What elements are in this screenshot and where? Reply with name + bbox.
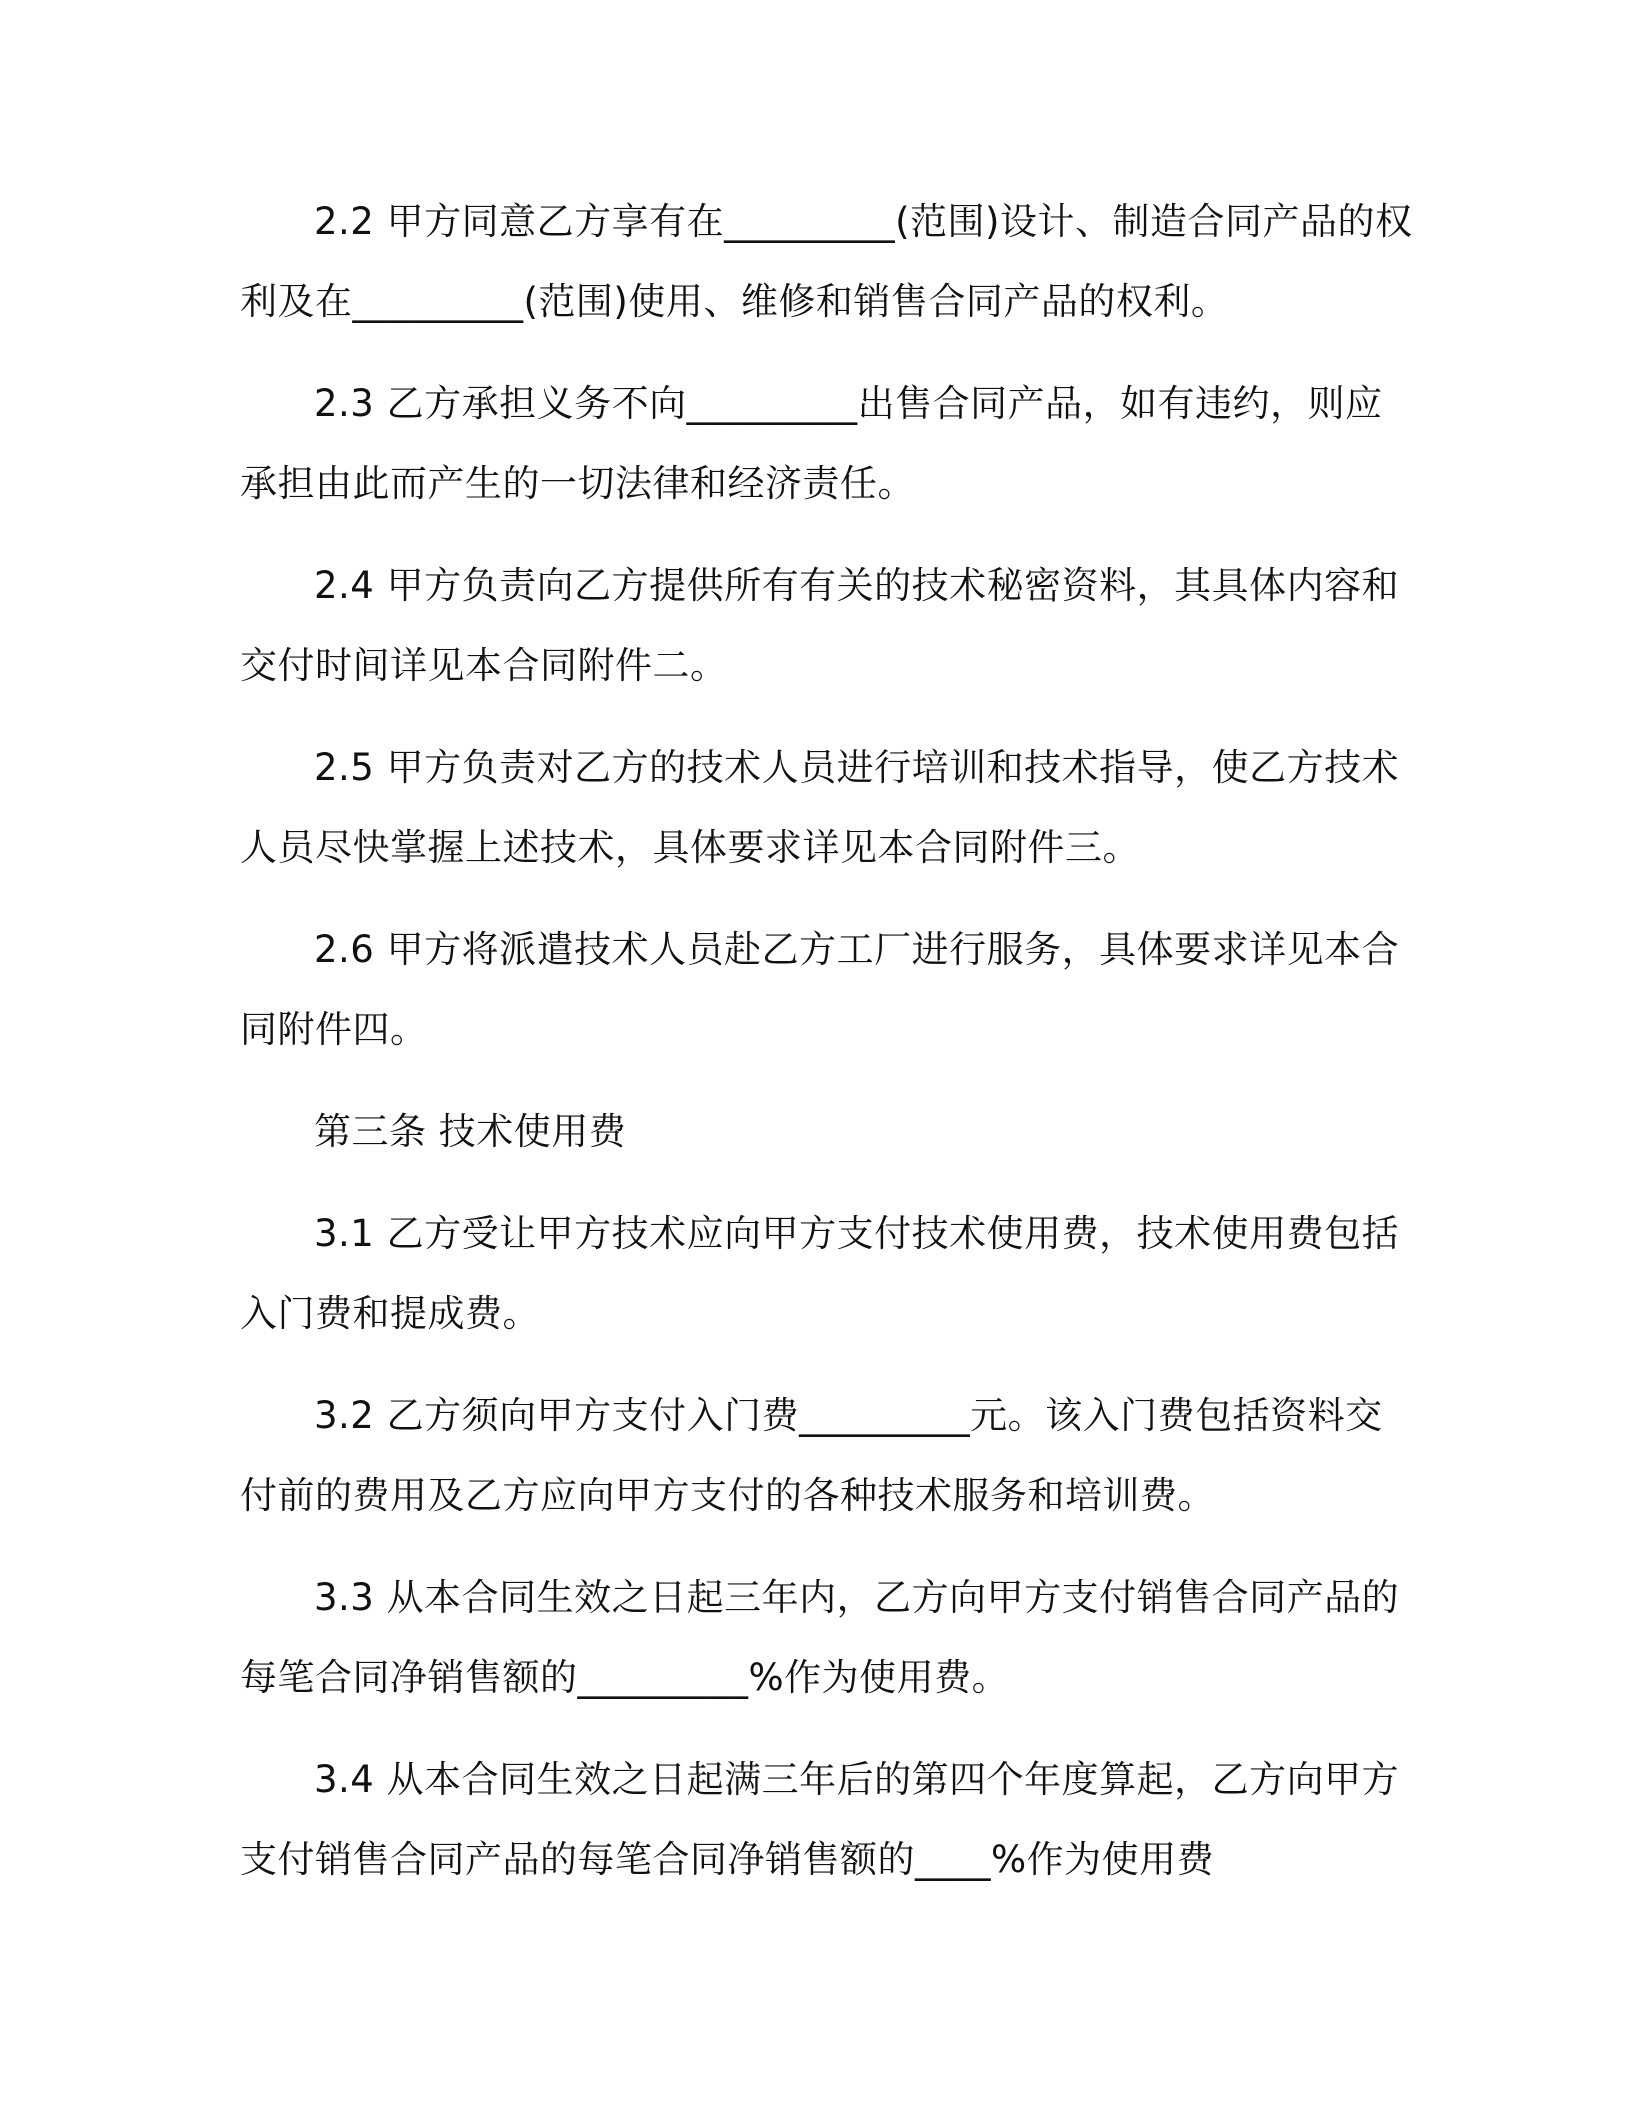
clause-3-1: 3.1 乙方受让甲方技术应向甲方支付技术使用费，技术使用费包括入门费和提成费。 <box>240 1212 1400 1335</box>
section-heading-article-3: 第三条 技术使用费 <box>314 1110 627 1153</box>
clause-2-4: 2.4 甲方负责向乙方提供所有有关的技术秘密资料，其具体内容和交付时间详见本合同附件二。 <box>240 564 1400 687</box>
clause-2-6: 2.6 甲方将派遣技术人员赴乙方工厂进行服务，具体要求详见本合同附件四。 <box>240 928 1400 1051</box>
clause-2-5: 2.5 甲方负责对乙方的技术人员进行培训和技术指导，使乙方技术人员尽快掌握上述技术，具体要求详见本合同附件三。 <box>240 746 1400 869</box>
clause-2-3: 2.3 乙方承担义务不向_________出售合同产品，如有违约，则应承担由此而产生的一切法律和经济责任。 <box>240 382 1383 505</box>
clause-2-2: 2.2 甲方同意乙方享有在_________(范围)设计、制造合同产品的权利及在_________(范围)使用、维修和销售合同产品的权利。 <box>240 200 1413 323</box>
clause-3-4: 3.4 从本合同生效之日起满三年后的第四个年度算起，乙方向甲方支付销售合同产品的每笔合同净销售额的____%作为使用费 <box>240 1758 1400 1881</box>
clause-3-2: 3.2 乙方须向甲方支付入门费_________元。该入门费包括资料交付前的费用及乙方应向甲方支付的各种技术服务和培训费。 <box>240 1394 1383 1517</box>
contract-page <box>240 182 1420 1922</box>
clause-3-3: 3.3 从本合同生效之日起三年内，乙方向甲方支付销售合同产品的每笔合同净销售额的_________%作为使用费。 <box>240 1576 1400 1699</box>
